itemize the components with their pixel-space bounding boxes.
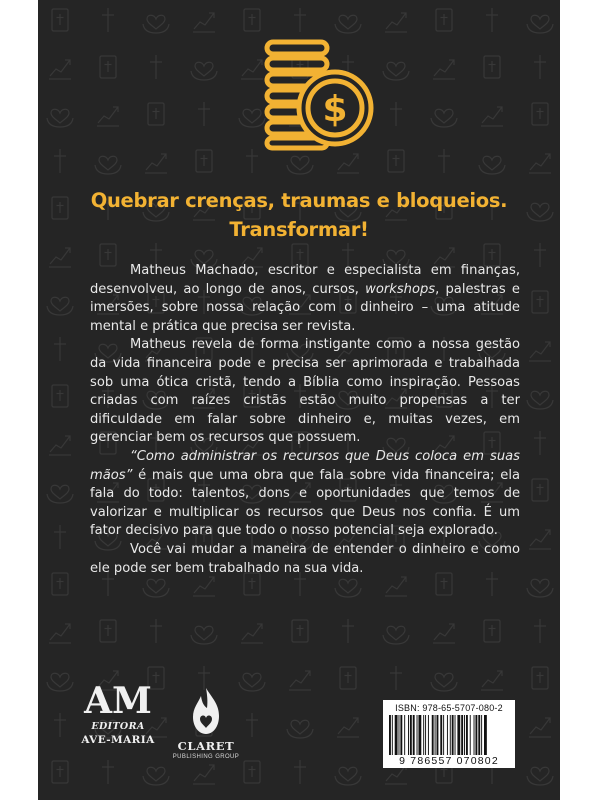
barcode-bar: [404, 715, 405, 755]
barcode-bar: [395, 715, 398, 755]
bible-icon: [340, 667, 356, 689]
heart-in-hands-icon: [191, 62, 217, 80]
cross-icon: [390, 666, 402, 690]
cross-icon: [54, 337, 66, 361]
cross-icon: [150, 55, 162, 79]
barcode-bar: [408, 715, 409, 755]
heart-in-hands-icon: [431, 109, 457, 127]
heart-in-hands-icon: [143, 767, 169, 785]
barcode-bar: [475, 715, 477, 755]
growth-chart-icon: [49, 436, 71, 455]
barcode-bar: [435, 715, 436, 755]
heart-in-hands-icon: [335, 767, 361, 785]
bible-icon: [52, 385, 68, 407]
heart-in-hands-icon: [527, 391, 553, 409]
heart-in-hands-icon: [47, 109, 73, 127]
barcode-bar: [470, 715, 471, 755]
growth-chart-icon: [529, 342, 551, 361]
barcode-bar: [443, 715, 444, 755]
cross-icon: [294, 760, 306, 784]
cross-icon: [246, 149, 258, 173]
bible-icon: [388, 150, 404, 172]
growth-chart-icon: [49, 624, 71, 643]
headline: [38, 186, 560, 244]
barcode-bar: [389, 715, 391, 755]
heart-in-hands-icon: [527, 15, 553, 33]
ave-maria-am-mark: [84, 680, 152, 722]
editora-ave-maria-logo: [81, 680, 155, 761]
bible-icon: [532, 103, 548, 125]
barcode-bar: [413, 715, 415, 755]
ave-maria-line-1: EDITORA: [91, 721, 145, 732]
paragraph-3: [90, 448, 520, 541]
isbn-barcode: [383, 700, 515, 768]
cross-icon: [534, 619, 546, 643]
growth-chart-icon: [385, 577, 407, 596]
heart-in-hands-icon: [383, 62, 409, 80]
cross-icon: [486, 8, 498, 32]
barcode-bar: [450, 715, 451, 755]
growth-chart-icon: [97, 107, 119, 126]
bible-icon: [196, 150, 212, 172]
synopsis: [90, 262, 520, 578]
cross-icon: [390, 102, 402, 126]
barcode-bar: [417, 715, 418, 755]
cross-icon: [246, 713, 258, 737]
growth-chart-icon: [337, 718, 359, 737]
heart-in-hands-icon: [143, 15, 169, 33]
heart-in-hands-icon: [47, 485, 73, 503]
paragraph-1-italic: workshops: [365, 281, 436, 297]
barcode-bar: [464, 715, 465, 755]
growth-chart-icon: [433, 60, 455, 79]
cross-icon: [102, 760, 114, 784]
bible-icon: [52, 573, 68, 595]
growth-chart-icon: [193, 577, 215, 596]
heart-in-hands-icon: [479, 156, 505, 174]
barcode-bar: [440, 715, 442, 755]
cross-icon: [54, 149, 66, 173]
headline-line-2: Transformar!: [229, 218, 369, 241]
growth-chart-icon: [337, 154, 359, 173]
book-title-quote: “Como administrar os recursos que Deus coloca em suas mãos”: [90, 448, 520, 483]
heart-in-hands-icon: [527, 767, 553, 785]
barcode-bar: [425, 715, 426, 755]
barcode-bar: [474, 715, 475, 755]
bible-icon: [100, 620, 116, 642]
barcode-bar: [410, 715, 412, 755]
cross-icon: [342, 619, 354, 643]
barcode-bar: [423, 715, 424, 755]
isbn-label: ISBN: 978-65-5707-080-2: [395, 703, 503, 713]
bible-icon: [100, 56, 116, 78]
heart-in-hands-icon: [335, 15, 361, 33]
heart-in-hands-icon: [287, 156, 313, 174]
bible-icon: [532, 479, 548, 501]
growth-chart-icon: [289, 671, 311, 690]
paragraph-1-text: Matheus Machado, escritor e especialista em finanças, desenvolveu, ao longo de anos, cursos,: [90, 263, 520, 297]
growth-chart-icon: [481, 671, 503, 690]
barcode-bar: [418, 715, 421, 755]
growth-chart-icon: [481, 107, 503, 126]
barcode-bar: [399, 715, 400, 755]
heart-in-hands-icon: [383, 626, 409, 644]
heart-in-hands-icon: [95, 156, 121, 174]
cross-icon: [102, 8, 114, 32]
cross-icon: [294, 8, 306, 32]
bible-icon: [52, 761, 68, 783]
cross-icon: [54, 525, 66, 549]
growth-chart-icon: [241, 60, 263, 79]
bible-icon: [292, 620, 308, 642]
barcode-bar: [447, 715, 448, 755]
paragraph-4: Você vai mudar a maneira de entender o dinheiro e como ele pode ser bem trabalhado na sua vida.: [90, 541, 520, 576]
claret-line-1: CLARET: [177, 739, 235, 753]
growth-chart-icon: [385, 13, 407, 32]
heart-in-hands-icon: [431, 673, 457, 691]
barcode-bar: [478, 715, 480, 755]
barcode-digits: 9 786557 070802: [399, 755, 499, 767]
cross-icon: [150, 619, 162, 643]
stacked-coins-dollar-icon: [261, 36, 371, 152]
bible-icon: [148, 103, 164, 125]
heart-in-hands-icon: [527, 579, 553, 597]
cross-icon: [534, 431, 546, 455]
paragraph-1-text-end: , palestras e imersões, sobre nossa relação com o dinheiro – uma atitude mental e prática que precisa ser revista.: [90, 281, 520, 334]
paragraph-3-text: é mais que uma obra que fala sobre vida financeira; ela fala do todo: talentos, dons e oportunidades que temos de valorizar e multiplicar os recursos que Deus nos confia. É um fator decisivo para que todo o nosso potencial seja explorado.: [90, 467, 520, 539]
heart-in-hands-icon: [287, 720, 313, 738]
back-cover: [38, 0, 560, 800]
barcode-bar: [484, 715, 487, 755]
barcode-bar: [400, 715, 402, 755]
bible-icon: [244, 761, 260, 783]
cross-icon: [534, 243, 546, 267]
barcode-bar: [437, 715, 439, 755]
barcode-bar: [461, 715, 463, 755]
growth-chart-icon: [49, 60, 71, 79]
cross-icon: [438, 149, 450, 173]
growth-chart-icon: [49, 248, 71, 267]
barcode-bar: [455, 715, 456, 755]
cross-icon: [54, 713, 66, 737]
growth-chart-icon: [529, 718, 551, 737]
barcode-bar: [466, 715, 468, 755]
bible-icon: [244, 9, 260, 31]
bible-icon: [52, 9, 68, 31]
svg-text:$: $: [322, 89, 348, 130]
growth-chart-icon: [145, 154, 167, 173]
bible-icon: [484, 620, 500, 642]
svg-text:AM: AM: [84, 680, 152, 722]
barcode-bars: [387, 715, 511, 757]
growth-chart-icon: [433, 624, 455, 643]
bible-icon: [484, 56, 500, 78]
growth-chart-icon: [193, 13, 215, 32]
heart-in-hands-icon: [191, 626, 217, 644]
headline-line-1: Quebrar crenças, traumas e bloqueios.: [90, 189, 508, 212]
barcode-bar: [481, 715, 482, 755]
paragraph-2: Matheus revela de forma instigante como a nossa gestão da vida financeira pode e precisa ser aprimorada e trabalhada sob uma ótica cristã, tendo a Bíblia como inspiração. Pessoas criadas com raízes cristãs estão muito propensas a ter dificuldade em falar sobre dinheiro e, muitas vezes, em gerenciar bem os recursos que possuem.: [90, 337, 520, 446]
cross-icon: [534, 55, 546, 79]
growth-chart-icon: [241, 624, 263, 643]
growth-chart-icon: [529, 154, 551, 173]
bible-icon: [436, 9, 452, 31]
barcode-bar: [457, 715, 460, 755]
bible-icon: [532, 291, 548, 313]
cross-icon: [198, 102, 210, 126]
paragraph-1: [90, 262, 520, 336]
claret-publishing-logo: [166, 686, 246, 768]
bible-icon: [532, 667, 548, 689]
barcode-bar: [452, 715, 454, 755]
barcode-bar: [392, 715, 393, 755]
heart-in-hands-icon: [335, 579, 361, 597]
claret-line-2: PUBLISHING GROUP: [172, 754, 240, 760]
flame-heart-icon: [186, 686, 226, 736]
barcode-bar: [432, 715, 434, 755]
growth-chart-icon: [529, 530, 551, 549]
heart-in-hands-icon: [47, 297, 73, 315]
heart-in-hands-icon: [143, 579, 169, 597]
ave-maria-line-2: AVE-MARIA: [81, 734, 155, 746]
heart-in-hands-icon: [47, 673, 73, 691]
barcode-bar: [428, 715, 429, 755]
